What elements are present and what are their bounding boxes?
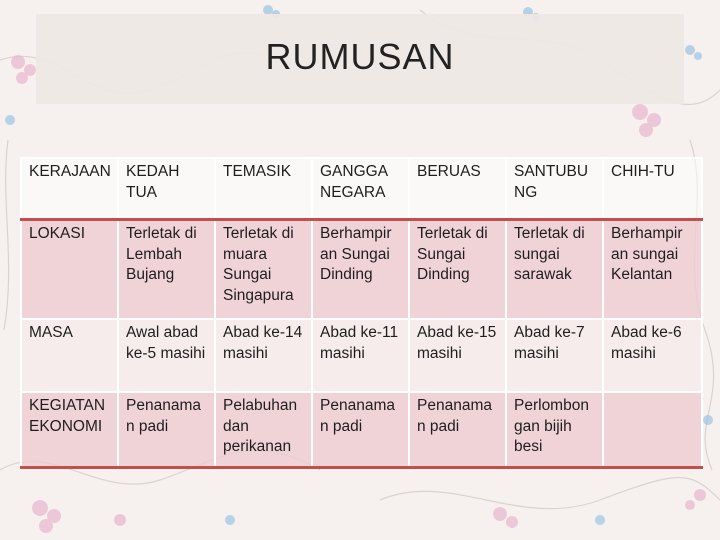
row-label: KEGIATAN EKONOMI	[21, 392, 118, 468]
header-cell: CHIH-TU	[603, 158, 702, 220]
table-row	[21, 392, 702, 468]
table-cell: Pelabuhan dan perikanan	[215, 392, 312, 468]
table-row	[21, 220, 702, 320]
table-cell: Penanama n padi	[312, 392, 409, 468]
table-cell: Terletak di sungai sarawak	[506, 220, 603, 320]
table-cell: Abad ke-15 masihi	[409, 319, 506, 392]
header-cell: KEDAH TUA	[118, 158, 215, 220]
header-cell: KERAJAAN	[21, 158, 118, 220]
row-label: MASA	[21, 319, 118, 392]
summary-table	[20, 157, 703, 469]
table-cell: Berhampir an sungai Kelantan	[603, 220, 702, 320]
table-cell: Abad ke-6 masihi	[603, 319, 702, 392]
table-cell: Perlombon gan bijih besi	[506, 392, 603, 468]
page-title: RUMUSAN	[265, 36, 455, 77]
table-cell: Terletak di Sungai Dinding	[409, 220, 506, 320]
table-cell	[603, 392, 702, 468]
table-cell: Penanama n padi	[409, 392, 506, 468]
table-cell: Abad ke-11 masihi	[312, 319, 409, 392]
table-cell: Terletak di muara Sungai Singapura	[215, 220, 312, 320]
table-cell: Terletak di Lembah Bujang	[118, 220, 215, 320]
table-cell: Penanama n padi	[118, 392, 215, 468]
table-cell: Berhampir an Sungai Dinding	[312, 220, 409, 320]
table-header-row	[21, 158, 702, 220]
table-cell: Abad ke-7 masihi	[506, 319, 603, 392]
row-label: LOKASI	[21, 220, 118, 320]
table-row	[21, 319, 702, 392]
table-cell: Awal abad ke-5 masihi	[118, 319, 215, 392]
header-cell: SANTUBU NG	[506, 158, 603, 220]
header-cell: BERUAS	[409, 158, 506, 220]
table-cell: Abad ke-14 masihi	[215, 319, 312, 392]
header-cell: GANGGA NEGARA	[312, 158, 409, 220]
header-cell: TEMASIK	[215, 158, 312, 220]
